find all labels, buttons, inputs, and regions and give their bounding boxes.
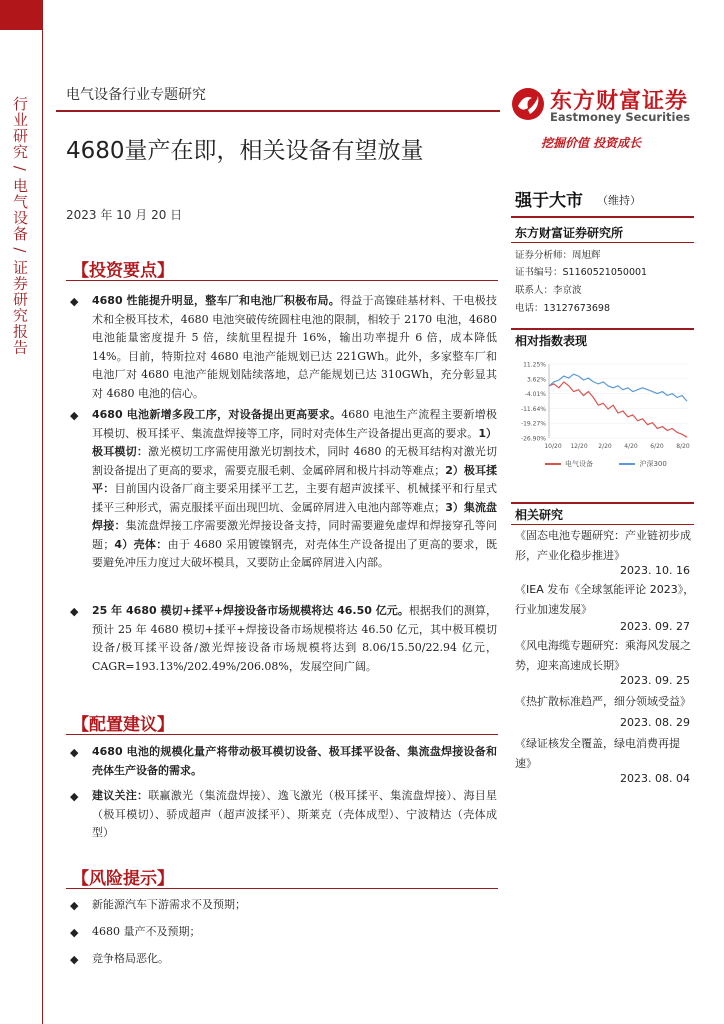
section-allocation-header <box>66 712 498 735</box>
allocation-p1-text: 4680 电池的规模化量产将带动极耳模切设备、极耳揉平设备、集流盘焊接设备和壳体生产设备的需求。 <box>92 745 497 777</box>
x-tick-label: 2/20 <box>598 443 612 450</box>
investment-paragraph-3 <box>92 602 497 676</box>
para-2-item-4: 由于 4680 采用镀镍钢壳，对壳体生产设备提出了更高的要求，既要避免冲压力度过大破坏模具，又要防止金属碎屑进入内部。 <box>92 537 498 569</box>
brand-name-en: Eastmoney Securities <box>550 110 691 124</box>
series-line <box>549 382 687 437</box>
chart-legend <box>545 459 667 469</box>
diamond-bullet-icon: ◆ <box>70 295 79 308</box>
related-date: 2023. 08. 29 <box>620 716 690 729</box>
para-2-item-3-label: 3）集流盘焊接： <box>92 500 498 532</box>
brand-name-cn: 东方财富证券 <box>550 89 689 114</box>
contact-name: 联系人：李京波 <box>515 285 582 296</box>
investment-paragraph-1 <box>92 292 497 403</box>
para-2-item-1-label: 1）极耳模切： <box>92 426 498 458</box>
x-tick-label: 10/20 <box>544 443 562 450</box>
brand-logo <box>500 80 700 136</box>
para-2-item-2-label: 2）极耳揉平： <box>92 463 498 495</box>
para-2-lead: 4680 电池新增多段工序，对设备提出更高要求。 <box>92 408 342 421</box>
institute-name: 东方财富证券研究所 <box>515 226 624 240</box>
para-3-lead: 25 年 4680 模切+揉平+焊接设备市场规模将达 46.50 亿元。 <box>92 604 409 617</box>
right-divider <box>511 216 694 218</box>
diamond-bullet-icon: ◆ <box>70 605 79 618</box>
vertical-category-label: 行业研究 / 电气设备 / 证券研究报告 <box>11 96 29 356</box>
allocation-p2-lead: 建议关注： <box>92 789 149 802</box>
section-risk-title: 【风险提示】 <box>72 869 174 889</box>
report-date: 2023 年 10 月 20 日 <box>66 208 183 222</box>
diamond-bullet-icon: ◆ <box>70 409 79 422</box>
cert-number: 证书编号：S1160521050001 <box>515 267 648 278</box>
phone-number: 电话：13127673698 <box>515 303 610 314</box>
x-tick-label: 8/20 <box>676 443 690 450</box>
chart-section-title: 相对指数表现 <box>515 334 588 348</box>
x-tick-label: 4/20 <box>624 443 638 450</box>
diamond-bullet-icon: ◆ <box>70 899 79 912</box>
right-divider <box>511 524 694 525</box>
diamond-bullet-icon: ◆ <box>70 746 79 759</box>
risk-item: 新能源汽车下游需求不及预期； <box>92 898 246 911</box>
y-tick-label: -26.90% <box>520 435 546 443</box>
header-divider <box>56 110 500 112</box>
right-divider <box>511 328 694 330</box>
para-2-item-4-label: 4）壳体： <box>114 537 168 551</box>
section-allocation-title: 【配置建议】 <box>72 715 174 735</box>
related-date: 2023. 09. 27 <box>620 620 690 633</box>
report-title: 4680量产在即，相关设备有望放量 <box>66 138 424 164</box>
allocation-p2-body: 联赢激光（集流盘焊接）、逸飞激光（极耳揉平、集流盘焊接）、海目星（极耳模切）、骄成超声（超声波揉平）、斯莱克（壳体成型）、宁波精达（壳体成型） <box>92 789 497 839</box>
legend-label: 电气设备 <box>565 460 593 468</box>
para-2-item-3: 集流盘焊接工序需要激光焊接设备支持，同时需要避免虚焊和焊接穿孔等问题； <box>92 519 498 551</box>
brand-logo-icon <box>510 86 546 122</box>
right-divider <box>511 242 694 243</box>
left-sidebar <box>0 0 43 1024</box>
related-item[interactable]: 《IEA 发布《全球氢能评论 2023》，行业加速发展》 <box>515 583 695 616</box>
investment-paragraph-2 <box>92 406 497 573</box>
y-tick-label: -4.01% <box>524 391 546 399</box>
report-category: 电气设备行业专题研究 <box>66 87 206 103</box>
risk-item: 竞争格局恶化。 <box>92 952 169 965</box>
section-investment-header <box>66 258 498 281</box>
y-tick-label: 3.62% <box>526 376 546 384</box>
related-date: 2023. 09. 25 <box>620 674 690 687</box>
y-tick-label: 11.25% <box>523 361 546 369</box>
legend-swatch <box>619 463 635 465</box>
y-tick-label: -19.27% <box>520 420 546 428</box>
rating-label: 强于大市 <box>515 191 583 211</box>
related-item[interactable]: 《绿证核发全覆盖，绿电消费再提速》 <box>515 737 680 770</box>
para-2-body: 4680 电池生产流程主要新增极耳模切、极耳揉平、集流盘焊接等工序，同时对壳体生产设备提出更高的要求。 <box>92 408 497 440</box>
rating-sub: （维持） <box>597 194 641 207</box>
related-date: 2023. 08. 04 <box>620 772 690 785</box>
relative-index-chart <box>511 356 697 476</box>
sidebar-red-block <box>0 0 42 30</box>
right-divider <box>511 502 694 504</box>
chart-svg <box>511 356 697 456</box>
related-title: 相关研究 <box>515 508 564 522</box>
para-2-item-2: 目前国内设备厂商主要采用揉平工艺，主要有超声波揉平、机械揉平和行星式揉平三种形式，需克服揉平面出现凹坑、金属碎屑进入电池内部等难点； <box>92 482 497 514</box>
related-item[interactable]: 《热扩散标准趋严，细分领域受益》 <box>515 695 691 708</box>
diamond-bullet-icon: ◆ <box>70 790 79 803</box>
related-item[interactable]: 《风电海缆专题研究：乘海风发展之势，迎来高速成长期》 <box>515 639 691 672</box>
related-date: 2023. 10. 16 <box>620 564 690 577</box>
para-1-body: 得益于高镍硅基材料、干电极技术和全极耳技术，4680 电池突破传统圆柱电池的限制，相较于 2170 电池，4680 电池能量密度提升 5 倍，续航里程提升 16%，输出功率提升 6 倍，成本降低 14%。目前，特斯拉对 4680 电池产能规划已达 221GWh。此外，多家整车厂和电池厂对 4680 电池产能规划陆续落地，总产能规划已达 310GWh，充分彰显其对 4680 电池的信心。 <box>92 294 498 400</box>
para-2-item-1: 激光模切工序需使用激光切割技术，同时 4680 的无极耳结构对激光切割设备提出了更高的要求，需要克服毛刺、金属碎屑和极片抖动等难点； <box>92 445 497 477</box>
section-risk-header <box>66 866 498 889</box>
diamond-bullet-icon: ◆ <box>70 926 79 939</box>
para-1-lead: 4680 性能提升明显，整车厂和电池厂积极布局。 <box>92 294 341 307</box>
section-investment-title: 【投资要点】 <box>72 261 174 281</box>
risk-item: 4680 量产不及预期； <box>92 925 201 938</box>
diamond-bullet-icon: ◆ <box>70 953 79 966</box>
x-tick-label: 6/20 <box>650 443 664 450</box>
legend-swatch <box>545 463 561 465</box>
para-3-body: 根据我们的测算，预计 25 年 4680 模切+揉平+焊接设备市场规模将达 46.50 亿元，其中极耳模切设备/极耳揉平设备/激光焊接设备市场规模将达到 8.06/15.50/22.94 亿元，CAGR=193.13%/202.49%/206.08%，发展空间广阔。 <box>92 604 497 673</box>
brand-slogan: 挖掘价值 投资成长 <box>541 136 642 150</box>
related-item[interactable]: 《固态电池专题研究：产业链初步成形，产业化稳步推进》 <box>515 529 691 562</box>
allocation-paragraph-2 <box>92 787 497 843</box>
allocation-paragraph-1 <box>92 743 497 780</box>
legend-label: 沪深300 <box>639 460 667 468</box>
x-tick-label: 12/20 <box>570 443 588 450</box>
analyst-name: 证券分析师：周旭辉 <box>515 250 601 261</box>
y-tick-label: -11.64% <box>520 405 546 413</box>
